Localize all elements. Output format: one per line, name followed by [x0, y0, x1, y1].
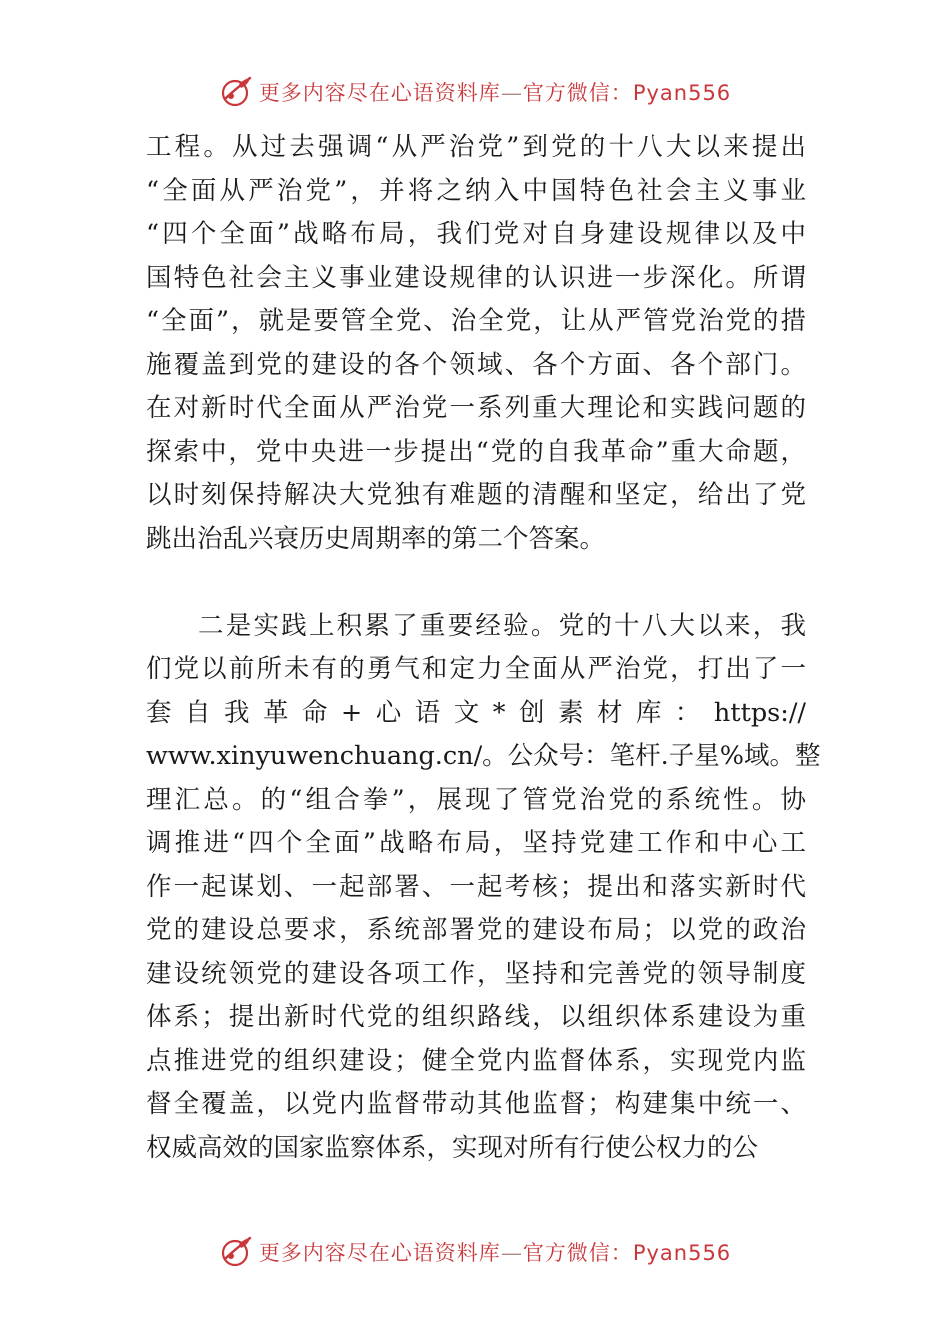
footer-brand-text: 更多内容尽在心语资料库	[258, 1241, 501, 1265]
footer-banner-text	[259, 1237, 731, 1267]
header-wechat-id: Pyan556	[632, 81, 732, 105]
text-line: “四个全面”战略布局，我们党对自身建设规律以及中	[146, 219, 806, 249]
header-wechat-label: 官方微信：	[522, 81, 633, 105]
text-line: 工程。从过去强调“从严治党”到党的十八大以来提出	[146, 132, 806, 162]
text-line: “全面”，就是要管全党、治全党，让从严管党治党的措	[146, 306, 806, 336]
footer-banner	[0, 1232, 950, 1272]
text-line: 探索中，党中央进一步提出“党的自我革命”重大命题，	[146, 436, 806, 467]
quill-swirl-icon	[219, 75, 253, 109]
text-line: 建设统领党的建设各项工作，坚持和完善党的领导制度	[146, 958, 806, 989]
text-line: 理汇总。的“组合拳”，展现了管党治党的系统性。协	[146, 784, 806, 815]
footer-wechat-label: 官方微信：	[522, 1241, 633, 1265]
header-banner-text	[259, 77, 731, 107]
text-line: 作一起谋划、一起部署、一起考核；提出和落实新时代	[146, 871, 806, 902]
text-line: 权威高效的国家监察体系，实现对所有行使公权力的公	[146, 1132, 759, 1163]
paragraph-gap	[146, 561, 806, 605]
text-line: 调推进“四个全面”战略布局，坚持党建工作和中心工	[146, 828, 806, 858]
text-line: 套自我革命+心语文*创素材库：https://	[146, 697, 806, 728]
text-line: 们党以前所未有的勇气和定力全面从严治党，打出了一	[146, 654, 806, 684]
text-line: 督全覆盖，以党内监督带动其他监督；构建集中统一、	[146, 1089, 806, 1119]
text-line: 施覆盖到党的建设的各个领域、各个方面、各个部门。	[146, 349, 806, 380]
text-line: www.xinyuwenchuang.cn/。公众号：笔杆.子星%域。整	[146, 741, 821, 771]
header-brand-text: 更多内容尽在心语资料库	[258, 81, 501, 105]
text-line: 体系；提出新时代党的组织路线，以组织体系建设为重	[146, 1002, 806, 1032]
text-line: 二是实践上积累了重要经验。党的十八大以来，我	[198, 610, 806, 641]
document-body	[146, 126, 821, 1170]
text-line: 在对新时代全面从严治党一系列重大理论和实践问题的	[146, 393, 806, 423]
text-line: 国特色社会主义事业建设规律的认识进一步深化。所谓	[146, 262, 806, 293]
text-line: 党的建设总要求，系统部署党的建设布局；以党的政治	[146, 915, 806, 945]
header-separator: —	[500, 81, 523, 105]
text-line: 以时刻保持解决大党独有难题的清醒和坚定，给出了党	[146, 480, 806, 510]
text-line: “全面从严治党”，并将之纳入中国特色社会主义事业	[146, 175, 806, 206]
footer-wechat-id: Pyan556	[632, 1241, 732, 1265]
text-line: 跳出治乱兴衰历史周期率的第二个答案。	[146, 523, 606, 554]
header-banner	[0, 72, 950, 112]
quill-swirl-icon	[219, 1235, 253, 1269]
footer-separator: —	[500, 1241, 523, 1265]
text-line: 点推进党的组织建设；健全党内监督体系，实现党内监	[146, 1045, 806, 1076]
